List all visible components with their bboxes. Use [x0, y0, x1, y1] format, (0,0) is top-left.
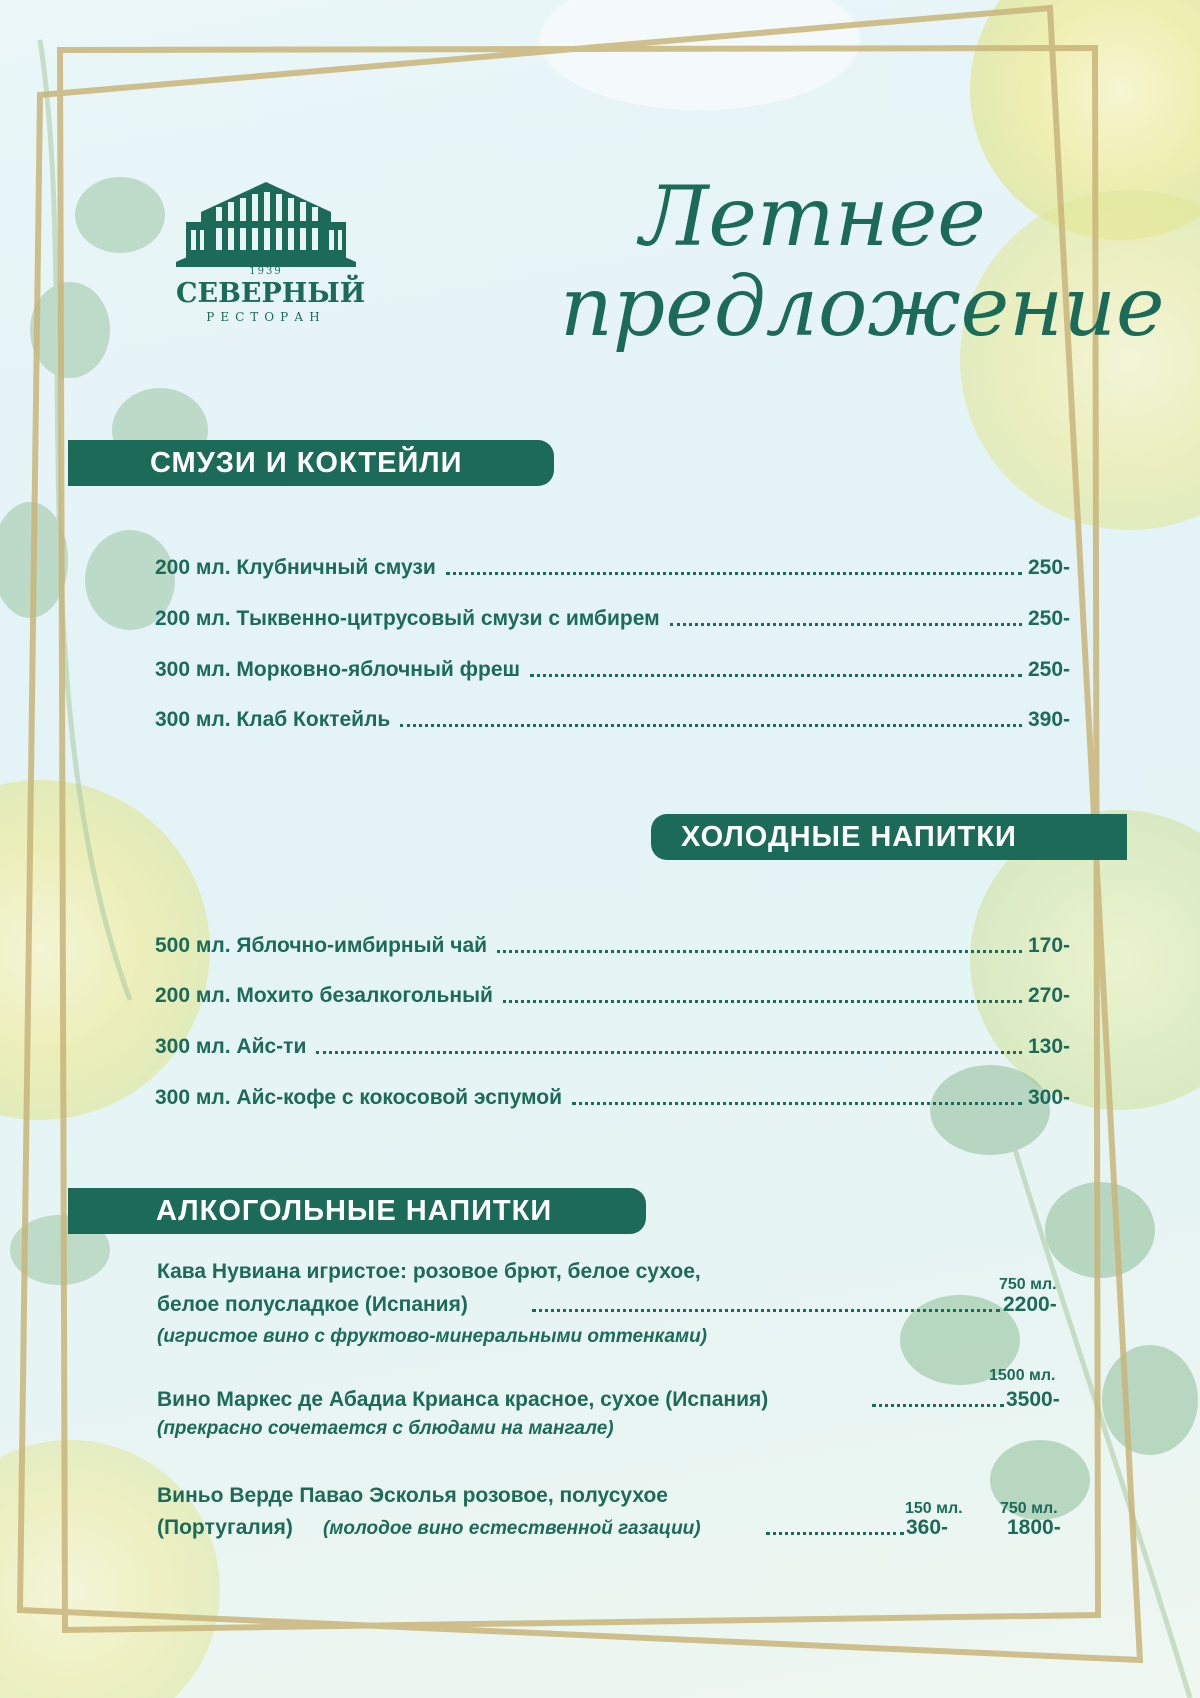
logo-year: 1939 — [249, 266, 283, 277]
dot-leader — [572, 1102, 1022, 1105]
menu-item-price: 300- — [1027, 1086, 1070, 1109]
dot-leader — [766, 1532, 904, 1535]
section-heading-smoothies — [68, 440, 554, 486]
alcohol-item-1-volume: 750 мл. — [999, 1276, 1057, 1293]
menu-item-price: 250- — [1027, 607, 1070, 630]
menu-item-name: 500 мл. Яблочно-имбирный чай — [155, 934, 488, 957]
dot-leader — [503, 1000, 1022, 1003]
menu-item — [155, 603, 1070, 631]
alcohol-item-1-line-1: Кава Нувиана игристое: розовое брют, белое сухое, — [157, 1260, 701, 1283]
menu-item-price: 170- — [1027, 934, 1070, 957]
dot-leader — [872, 1404, 1004, 1407]
alcohol-item-2-volume: 1500 мл. — [989, 1367, 1056, 1384]
menu-item-price: 390- — [1027, 708, 1070, 731]
logo-subtitle: РЕСТОРАН — [206, 310, 326, 324]
menu-item-name: 300 мл. Айс-ти — [155, 1035, 307, 1058]
alcohol-item-3-note: (молодое вино естественной газации) — [323, 1518, 701, 1539]
menu-item — [155, 1082, 1070, 1110]
restaurant-logo — [176, 172, 366, 324]
menu-item — [155, 552, 1070, 580]
dot-leader — [316, 1051, 1022, 1054]
building-icon — [176, 172, 356, 267]
menu-item-name: 300 мл. Айс-кофе с кокосовой эспумой — [155, 1086, 562, 1109]
alcohol-item-3-volume-small: 150 мл. — [905, 1500, 963, 1517]
logo-name: СЕВЕРНЫЙ — [176, 278, 366, 309]
menu-item-price: 250- — [1027, 556, 1070, 579]
menu-item-name: 200 мл. Мохито безалкогольный — [155, 984, 493, 1007]
alcohol-item-3-price-small: 360- — [906, 1516, 949, 1539]
section-heading-cold-drinks — [651, 814, 1127, 860]
alcohol-item-1-line-2: белое полусладкое (Испания) — [157, 1293, 468, 1316]
alcohol-item-2-note: (прекрасно сочетается с блюдами на мангале) — [157, 1418, 614, 1439]
menu-item — [155, 704, 1070, 732]
section-heading-alcohol-text: АЛКОГОЛЬНЫЕ НАПИТКИ — [156, 1194, 553, 1227]
alcohol-item-1-note: (игристое вино с фруктово-минеральными оттенками) — [157, 1326, 707, 1347]
dot-leader — [497, 950, 1022, 953]
dot-leader — [530, 674, 1022, 677]
menu-item-name: 200 мл. Клубничный смузи — [155, 556, 436, 579]
section-heading-cold-drinks-text: ХОЛОДНЫЕ НАПИТКИ — [681, 820, 1017, 853]
section-heading-smoothies-text: СМУЗИ И КОКТЕЙЛИ — [150, 446, 463, 479]
menu-item-price: 250- — [1027, 658, 1070, 681]
menu-item — [155, 930, 1070, 958]
menu-item — [155, 980, 1070, 1008]
menu-item-name: 300 мл. Морковно-яблочный фреш — [155, 658, 521, 681]
title-line-1: Летнее — [640, 170, 986, 265]
alcohol-item-3-line-2: (Португалия) — [157, 1516, 293, 1539]
menu-item — [155, 654, 1070, 682]
menu-item-price: 270- — [1027, 984, 1070, 1007]
alcohol-item-3-line-1: Виньо Верде Павао Эсколья розовое, полусухое — [157, 1484, 668, 1507]
page-title — [560, 150, 1165, 380]
menu-item-name: 300 мл. Клаб Коктейль — [155, 708, 391, 731]
menu-item-name: 200 мл. Тыквенно-цитрусовый смузи с имбирем — [155, 607, 660, 630]
dot-leader — [400, 724, 1022, 727]
menu-item-price: 130- — [1027, 1035, 1070, 1058]
alcohol-item-2-line-1: Вино Маркес де Абадиа Крианса красное, сухое (Испания) — [157, 1388, 769, 1411]
title-line-2: предложение — [560, 260, 1165, 355]
alcohol-item-1-price: 2200- — [1003, 1293, 1057, 1316]
alcohol-item-2-price: 3500- — [1006, 1388, 1060, 1411]
alcohol-item-3-volume-large: 750 мл. — [1000, 1500, 1058, 1517]
dot-leader — [446, 572, 1022, 575]
menu-item — [155, 1031, 1070, 1059]
alcohol-item-3-price-large: 1800- — [1007, 1516, 1061, 1539]
dot-leader — [670, 623, 1022, 626]
section-heading-alcohol — [68, 1188, 646, 1234]
dot-leader — [532, 1309, 1000, 1312]
